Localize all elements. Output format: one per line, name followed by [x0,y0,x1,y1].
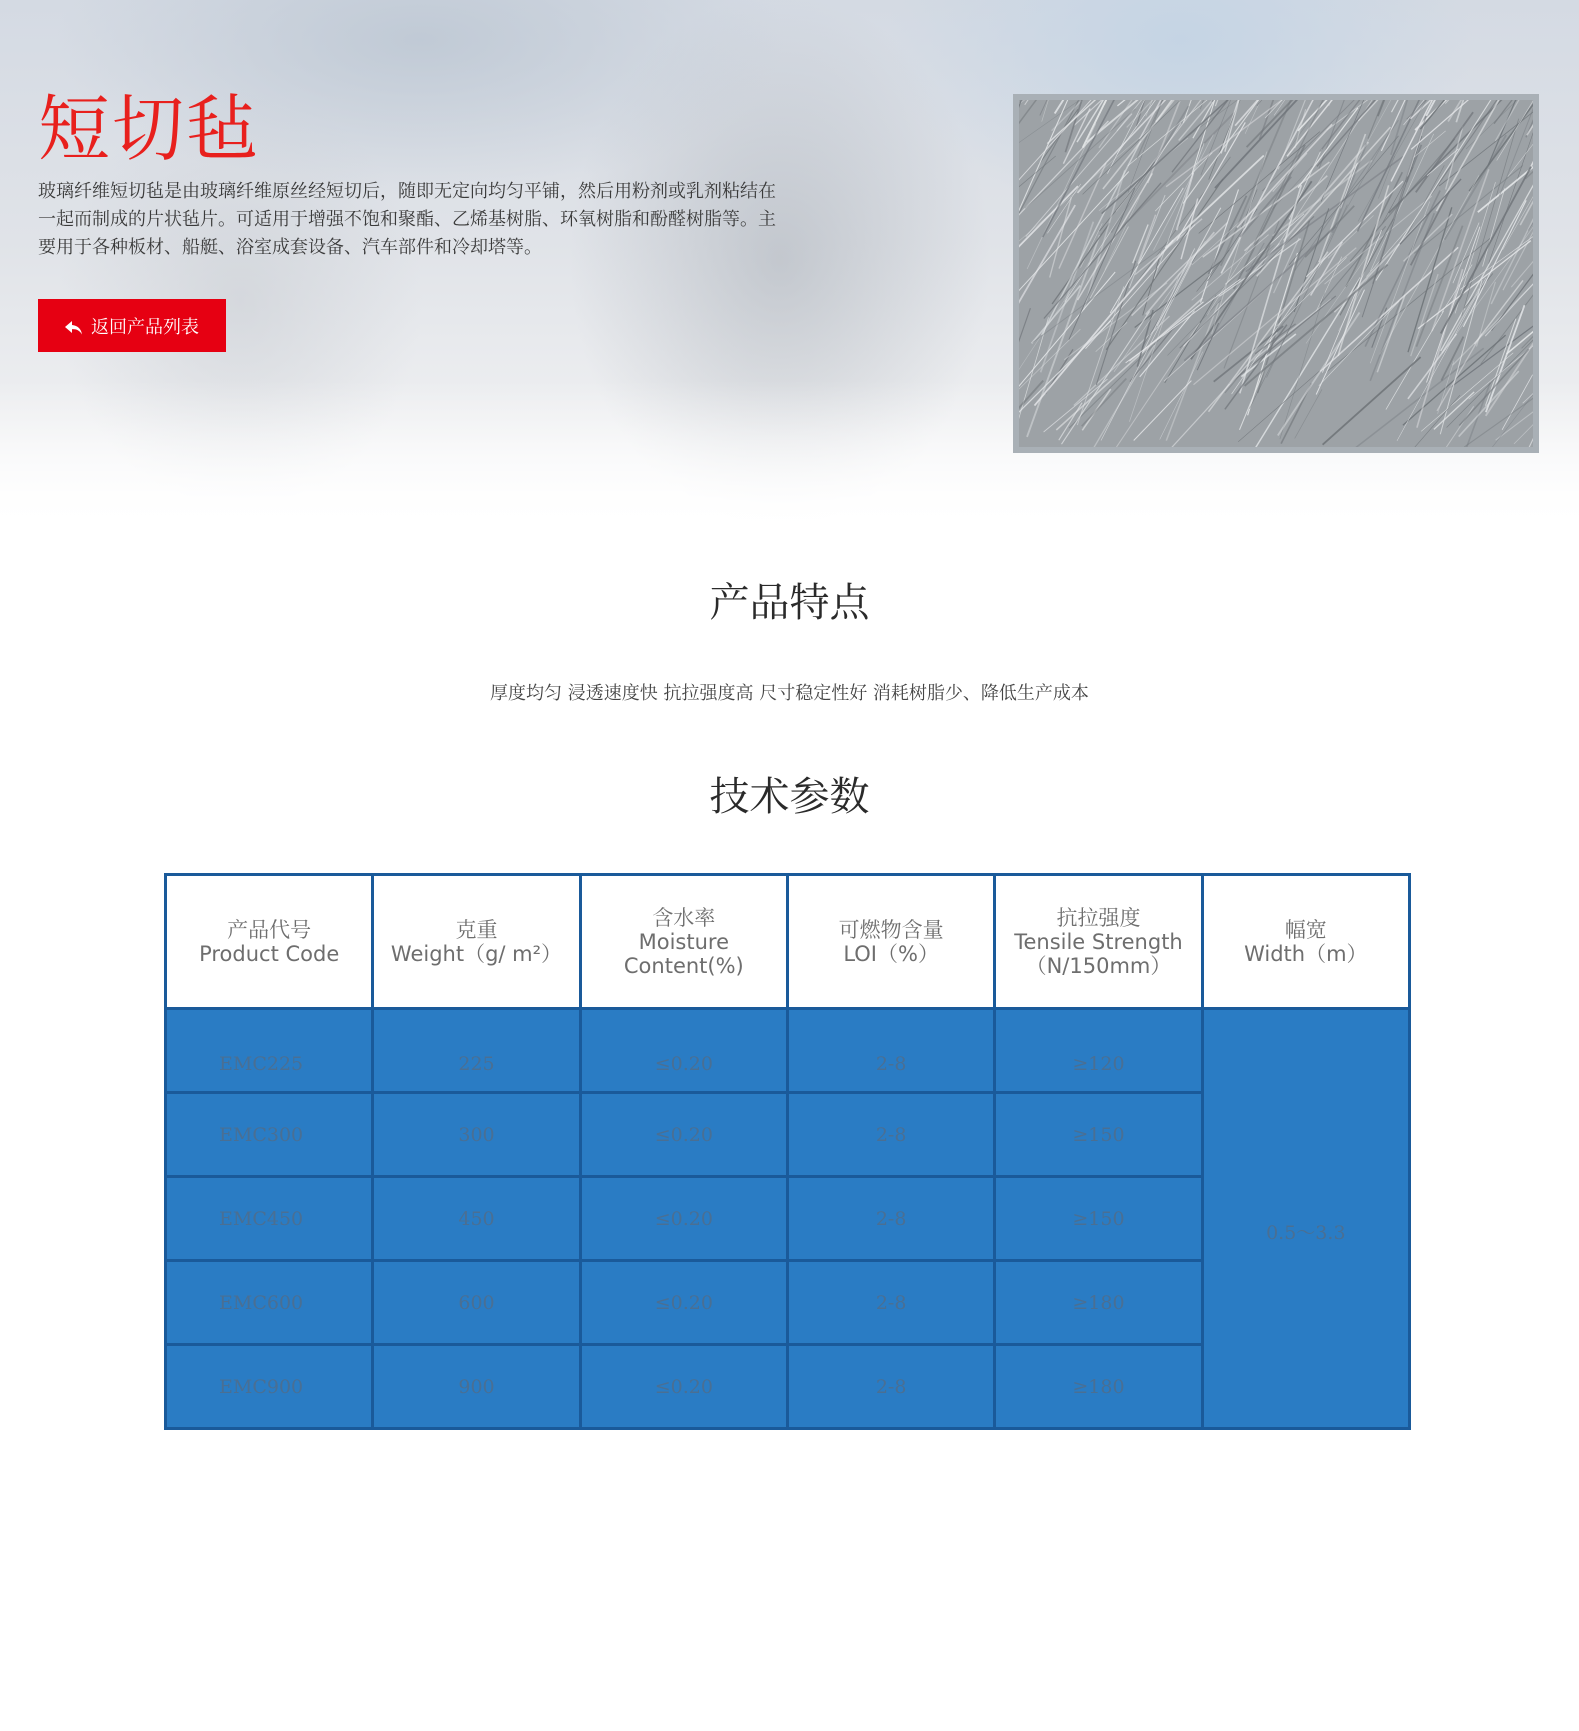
cell-weight: 600 [373,1261,580,1345]
cell-tensile: ≥150 [995,1093,1202,1177]
cell-weight: 225 [373,1009,580,1093]
product-image [1019,100,1533,447]
features-text: 厚度均匀 浸透速度快 抗拉强度高 尺寸稳定性好 消耗树脂少、降低生产成本 [490,683,1089,704]
cell-loi: 2-8 [787,1345,994,1429]
cell-loi: 2-8 [787,1093,994,1177]
header-weight [373,875,580,1009]
cell-width: 0.5～3.3 [1202,1009,1409,1429]
header-line: 产品代号 [227,917,312,942]
header-line: 含水率 [652,905,716,930]
cell-weight: 900 [373,1345,580,1429]
back-button-label: 返回产品列表 [91,316,199,337]
header-moisture [580,875,787,1009]
cell-weight: 450 [373,1177,580,1261]
cell-code: EMC900 [166,1345,373,1429]
cell-loi: 2-8 [787,1261,994,1345]
cell-tensile: ≥150 [995,1177,1202,1261]
header-width [1202,875,1409,1009]
cell-tensile: ≥180 [995,1261,1202,1345]
page-title: 短切毡 [38,87,261,171]
cell-moisture: ≤0.20 [580,1009,787,1093]
header-line: Product Code [199,941,340,966]
cell-moisture: ≤0.20 [580,1345,787,1429]
features-title: 产品特点 [709,580,870,626]
header-line: Tensile Strength [1014,929,1183,954]
header-line: 克重 [455,917,498,942]
cell-moisture: ≤0.20 [580,1261,787,1345]
cell-moisture: ≤0.20 [580,1093,787,1177]
spec-table [164,873,1411,1430]
header-loi [787,875,994,1009]
table-row [166,1009,1410,1093]
header-line: 幅宽 [1284,917,1327,942]
header-line: Moisture Content(%) [623,929,744,978]
cell-loi: 2-8 [787,1009,994,1093]
cell-weight: 300 [373,1093,580,1177]
header-line: LOI（%） [843,941,939,966]
header-line: （N/150mm） [1025,953,1172,978]
product-description: 玻璃纤维短切毡是由玻璃纤维原丝经短切后，随即无定向均匀平铺，然后用粉剂或乳剂粘结在一起而制成的片状毡片。可适用于增强不饱和聚酯、乙烯基树脂、环氧树脂和酚醛树脂等。主要用于各种板材、船艇、浴室成套设备、汽车部件和冷却塔等。 [38,181,776,258]
header-line: Width（m） [1244,941,1368,966]
specs-title: 技术参数 [709,774,870,820]
back-to-list-button[interactable] [38,299,226,352]
cell-tensile: ≥180 [995,1345,1202,1429]
cell-tensile: ≥120 [995,1009,1202,1093]
header-product-code [166,875,373,1009]
cell-code: EMC600 [166,1261,373,1345]
product-image-frame [1013,94,1539,453]
header-tensile [995,875,1202,1009]
header-line: Weight（g/ m²） [390,941,563,966]
cell-code: EMC450 [166,1177,373,1261]
reply-arrow-icon [65,319,83,333]
cell-loi: 2-8 [787,1177,994,1261]
hero-banner [0,0,1579,537]
spec-header-row [166,875,1410,1009]
header-line: 可燃物含量 [838,917,944,942]
cell-code: EMC225 [166,1009,373,1093]
chopped-mat-texture [1019,100,1533,447]
cell-moisture: ≤0.20 [580,1177,787,1261]
cell-code: EMC300 [166,1093,373,1177]
header-line: 抗拉强度 [1056,905,1141,930]
